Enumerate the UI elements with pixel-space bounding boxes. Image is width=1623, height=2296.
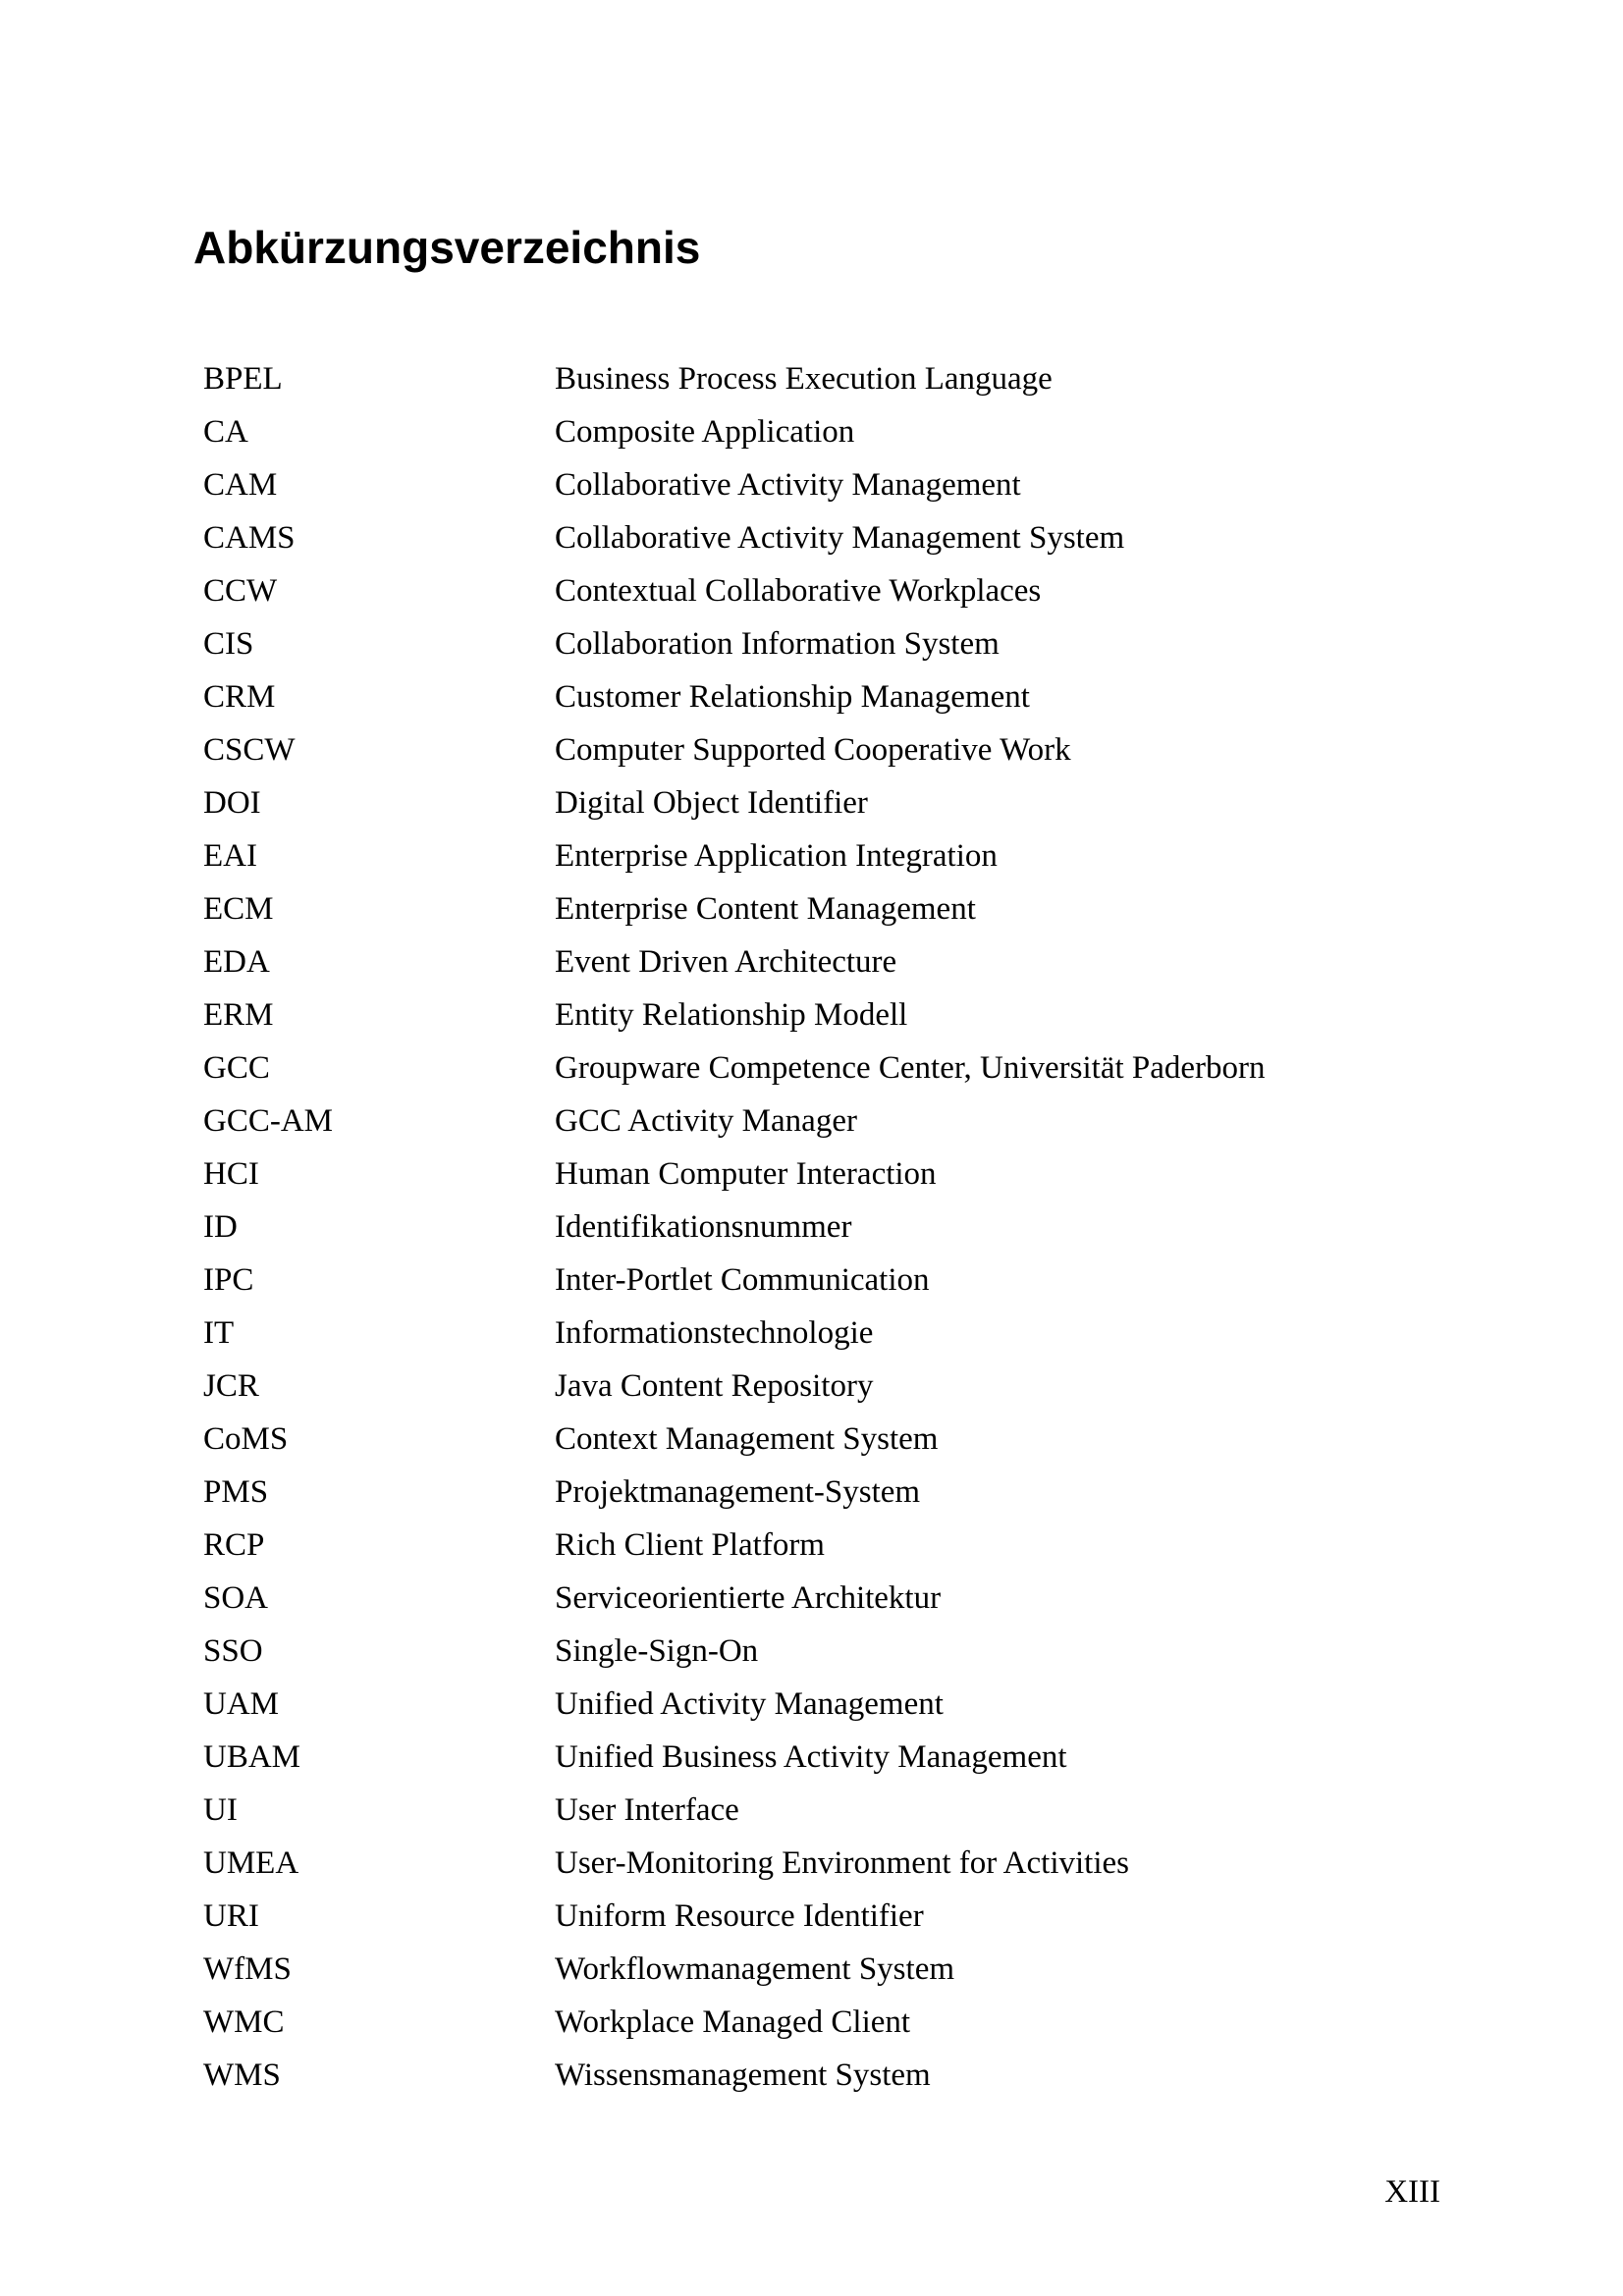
abbreviation-definition: User-Monitoring Environment for Activities [555,1845,1129,1881]
abbreviation-term: ECM [203,891,274,927]
abbreviation-definition: Projektmanagement-System [555,1474,921,1510]
abbreviation-definition: Collaboration Information System [555,626,1000,662]
abbreviation-row [203,1307,1381,1360]
abbreviation-definition: Business Process Execution Language [555,361,1053,397]
abbreviation-definition: Inter-Portlet Communication [555,1262,930,1298]
abbreviation-definition: Enterprise Application Integration [555,838,998,874]
abbreviation-term: SSO [203,1633,263,1669]
abbreviation-definition: Collaborative Activity Management System [555,520,1125,556]
abbreviation-row [203,935,1381,988]
page-title: Abkürzungsverzeichnis [193,222,701,273]
abbreviation-definition: Composite Application [555,414,855,450]
abbreviation-row [203,1201,1381,1254]
abbreviation-term: HCI [203,1156,259,1192]
abbreviation-term: UBAM [203,1739,301,1775]
abbreviation-definition: Customer Relationship Management [555,679,1030,715]
abbreviation-definition: Workflowmanagement System [555,1951,955,1987]
abbreviation-definition: User Interface [555,1792,739,1828]
abbreviation-definition: Entity Relationship Modell [555,997,908,1033]
abbreviation-row [203,1731,1381,1784]
abbreviation-row [203,1360,1381,1413]
abbreviation-definition: Enterprise Content Management [555,891,976,927]
abbreviation-term: URI [203,1898,259,1934]
abbreviation-term: DOI [203,785,261,821]
abbreviation-definition: Context Management System [555,1421,939,1457]
abbreviation-term: SOA [203,1580,269,1616]
abbreviation-definition: Single-Sign-On [555,1633,759,1669]
abbreviation-term: BPEL [203,361,283,397]
abbreviation-row [203,723,1381,776]
abbreviation-definition: Groupware Competence Center, Universität Paderborn [555,1050,1266,1086]
abbreviation-term: EDA [203,944,270,980]
abbreviation-term: CA [203,414,248,450]
abbreviation-term: GCC [203,1050,270,1086]
abbreviation-definition: Serviceorientierte Architektur [555,1580,942,1616]
abbreviation-term: UMEA [203,1845,299,1881]
abbreviation-term: GCC-AM [203,1103,334,1139]
abbreviation-row [203,1625,1381,1678]
abbreviation-definition: Unified Business Activity Management [555,1739,1067,1775]
abbreviation-row [203,1572,1381,1625]
abbreviation-definition: Event Driven Architecture [555,944,897,980]
abbreviation-term: WMC [203,2004,285,2040]
abbreviation-term: CAMS [203,520,296,556]
abbreviation-definition: Unified Activity Management [555,1686,944,1722]
abbreviation-row [203,829,1381,882]
abbreviation-definition: Identifikationsnummer [555,1209,852,1245]
abbreviation-row [203,1519,1381,1572]
abbreviation-definition: Contextual Collaborative Workplaces [555,573,1042,609]
abbreviation-term: CCW [203,573,278,609]
abbreviation-row [203,1254,1381,1307]
abbreviation-definition: Collaborative Activity Management [555,467,1021,503]
abbreviation-term: UI [203,1792,238,1828]
abbreviation-row [203,1890,1381,1943]
abbreviation-term: CRM [203,679,276,715]
abbreviation-definition: Digital Object Identifier [555,785,868,821]
abbreviation-row [203,1784,1381,1837]
abbreviation-row [203,511,1381,564]
abbreviation-definition: Informationstechnologie [555,1315,874,1351]
abbreviation-row [203,2049,1381,2102]
abbreviation-row [203,988,1381,1041]
abbreviation-definition: Computer Supported Cooperative Work [555,732,1071,768]
abbreviation-term: JCR [203,1368,259,1404]
abbreviation-term: WMS [203,2057,281,2093]
abbreviation-term: CSCW [203,732,296,768]
abbreviation-term: RCP [203,1527,265,1563]
abbreviation-definition: Uniform Resource Identifier [555,1898,924,1934]
page-number: XIII [1384,2174,1440,2210]
abbreviation-definition: Rich Client Platform [555,1527,825,1563]
abbreviation-row [203,1996,1381,2049]
abbreviation-row [203,776,1381,829]
abbreviation-definition: Human Computer Interaction [555,1156,937,1192]
abbreviation-row [203,1837,1381,1890]
abbreviation-row [203,1041,1381,1095]
abbreviation-row [203,617,1381,670]
abbreviation-row [203,564,1381,617]
abbreviation-definition: Workplace Managed Client [555,2004,911,2040]
abbreviation-row [203,1148,1381,1201]
abbreviation-term: ID [203,1209,238,1245]
abbreviation-term: IT [203,1315,235,1351]
abbreviation-row [203,405,1381,458]
abbreviation-row [203,670,1381,723]
abbreviation-row [203,352,1381,405]
abbreviation-term: UAM [203,1686,280,1722]
abbreviation-term: ERM [203,997,274,1033]
abbreviation-term: IPC [203,1262,254,1298]
abbreviation-definition: GCC Activity Manager [555,1103,857,1139]
abbreviation-row [203,882,1381,935]
abbreviation-row [203,1095,1381,1148]
abbreviation-list [203,352,1381,2102]
abbreviation-row [203,1678,1381,1731]
abbreviation-row [203,458,1381,511]
abbreviation-definition: Wissensmanagement System [555,2057,931,2093]
abbreviation-term: CoMS [203,1421,289,1457]
abbreviation-row [203,1413,1381,1466]
abbreviation-term: PMS [203,1474,269,1510]
abbreviation-row [203,1466,1381,1519]
abbreviation-term: WfMS [203,1951,292,1987]
abbreviation-term: CIS [203,626,254,662]
abbreviation-term: EAI [203,838,257,874]
abbreviation-definition: Java Content Repository [555,1368,874,1404]
abbreviation-term: CAM [203,467,278,503]
abbreviation-row [203,1943,1381,1996]
